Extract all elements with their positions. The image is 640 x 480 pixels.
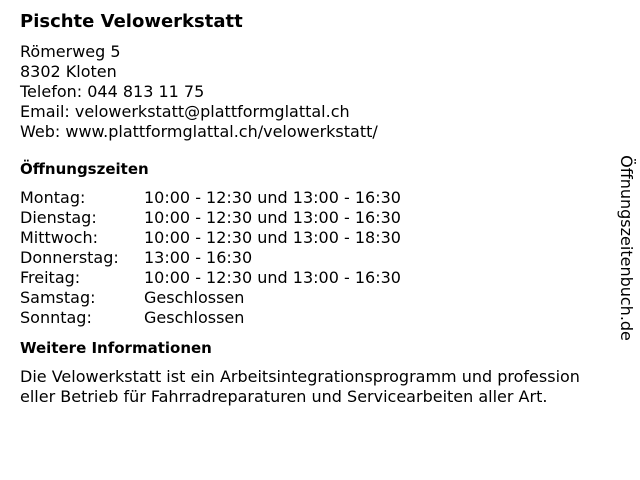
time-value: 10:00 - 12:30 und 13:00 - 16:30 — [144, 208, 401, 227]
day-label: Donnerstag: — [20, 248, 119, 267]
time-value: 10:00 - 12:30 und 13:00 - 16:30 — [144, 268, 401, 287]
opening-hours-table — [20, 188, 401, 328]
further-info-text: Die Velowerkstatt ist ein Arbeitsintegrationsprogramm und profession eller Betrieb für Fahrradreparaturen und Servicearbeiten aller Art. — [20, 367, 580, 406]
day-label: Samstag: — [20, 288, 96, 307]
day-label: Mittwoch: — [20, 228, 98, 247]
hours-row-friday — [20, 268, 401, 288]
hours-row-sunday — [20, 308, 401, 328]
site-watermark-label: Öffnungszeitenbuch.de — [617, 155, 636, 341]
business-card — [20, 10, 620, 407]
hours-row-monday — [20, 188, 401, 208]
time-value: 13:00 - 16:30 — [144, 248, 253, 267]
city-address: 8302 Kloten — [20, 62, 117, 81]
time-value: 10:00 - 12:30 und 13:00 - 18:30 — [144, 228, 401, 247]
day-label: Sonntag: — [20, 308, 92, 327]
day-label: Montag: — [20, 188, 86, 207]
web-line: Web: www.plattformglattal.ch/velowerkstatt/ — [20, 122, 378, 141]
day-label: Dienstag: — [20, 208, 97, 227]
address-block — [20, 42, 620, 142]
further-info-heading: Weitere Informationen — [20, 339, 212, 357]
time-value: 10:00 - 12:30 und 13:00 - 16:30 — [144, 188, 401, 207]
phone-line: Telefon: 044 813 11 75 — [20, 82, 205, 101]
hours-row-tuesday — [20, 208, 401, 228]
time-value: Geschlossen — [144, 288, 245, 307]
hours-row-saturday — [20, 288, 401, 308]
street-address: Römerweg 5 — [20, 42, 121, 61]
opening-hours-heading: Öffnungszeiten — [20, 160, 149, 178]
hours-row-thursday — [20, 248, 401, 268]
email-line: Email: velowerkstatt@plattformglattal.ch — [20, 102, 350, 121]
hours-row-wednesday — [20, 228, 401, 248]
day-label: Freitag: — [20, 268, 81, 287]
time-value: Geschlossen — [144, 308, 245, 327]
business-name: Pischte Velowerkstatt — [20, 11, 243, 32]
